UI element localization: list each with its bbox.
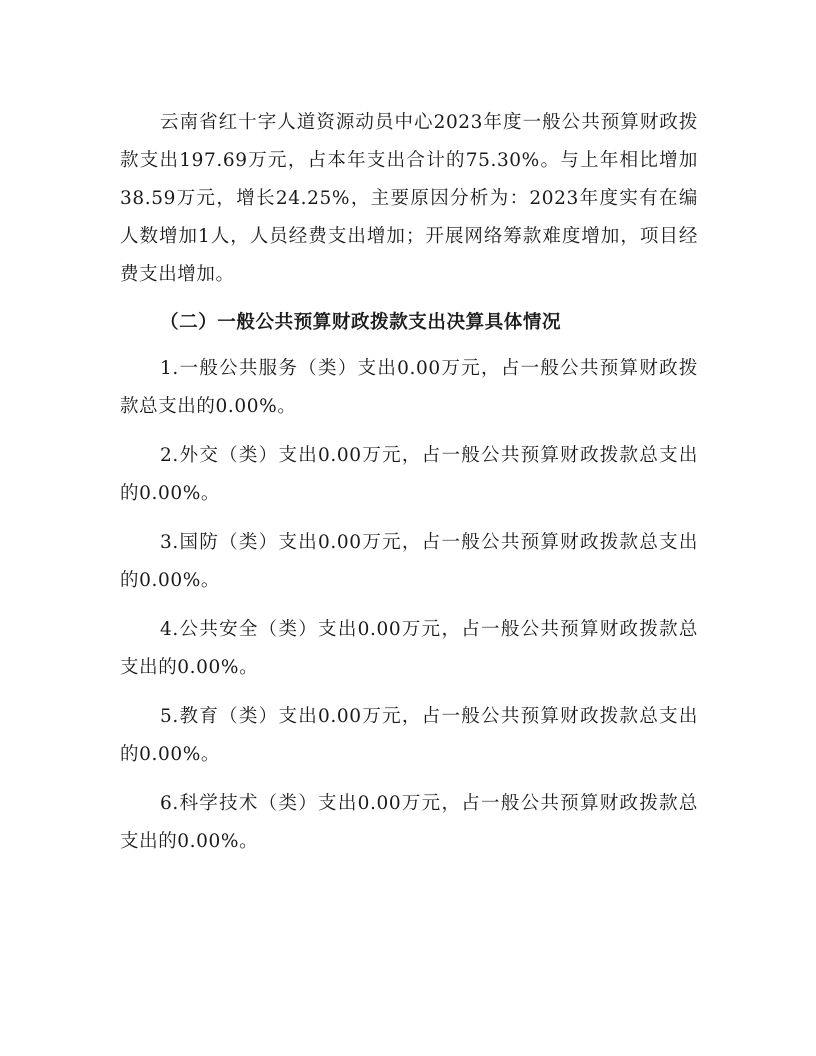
expenditure-item-6: 6.科学技术（类）支出0.00万元，占一般公共预算财政拨款总支出的0.00%。 xyxy=(120,793,698,852)
intro-paragraph: 云南省红十字人道资源动员中心2023年度一般公共预算财政拨款支出197.69万元，占本年支出合计的75.30%。与上年相比增加38.59万元，增长24.25%，主要原因分析为：2023年度实有在编人数增加1人，人员经费支出增加；开展网络筹款难度增加，项目经费支出增加。 xyxy=(120,112,698,285)
expenditure-item-5: 5.教育（类）支出0.00万元，占一般公共预算财政拨款总支出的0.00%。 xyxy=(120,706,698,765)
expenditure-item-2: 2.外交（类）支出0.00万元，占一般公共预算财政拨款总支出的0.00%。 xyxy=(120,445,698,504)
expenditure-item-3: 3.国防（类）支出0.00万元，占一般公共预算财政拨款总支出的0.00%。 xyxy=(120,532,698,591)
expenditure-item-1: 1.一般公共服务（类）支出0.00万元，占一般公共预算财政拨款总支出的0.00%。 xyxy=(120,358,698,417)
section-heading: （二）一般公共预算财政拨款支出决算具体情况 xyxy=(160,312,562,333)
expenditure-item-4: 4.公共安全（类）支出0.00万元，占一般公共预算财政拨款总支出的0.00%。 xyxy=(120,619,698,678)
document-page xyxy=(120,104,698,872)
